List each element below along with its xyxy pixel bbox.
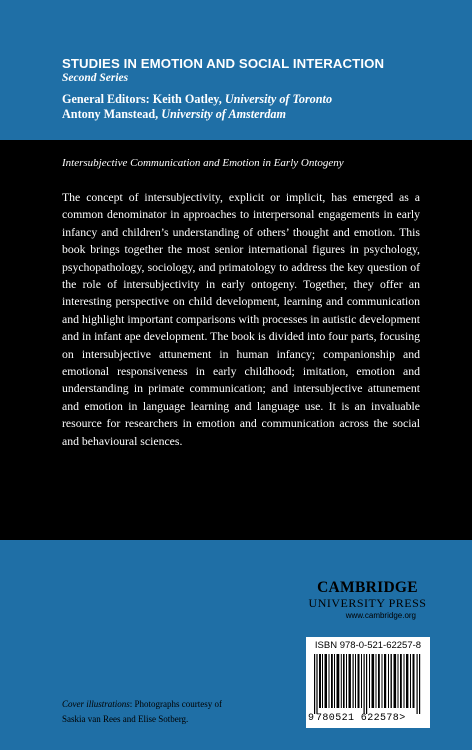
credits-label: Cover illustrations xyxy=(62,699,130,709)
barcode-number xyxy=(316,713,406,724)
isbn-barcode-box xyxy=(306,637,430,728)
series-title: STUDIES IN EMOTION AND SOCIAL INTERACTION xyxy=(62,56,385,71)
editor2-name: Antony Manstead, xyxy=(62,106,162,121)
editor1-affiliation: University of Toronto xyxy=(224,92,333,106)
credits-text-2: Saskia van Rees and Elise Sotberg. xyxy=(62,714,189,724)
barcode-main-digits: 780521 622578 xyxy=(316,713,400,724)
book-title: Intersubjective Communication and Emotion in Early Ontogeny xyxy=(62,157,344,169)
series-info xyxy=(62,56,384,121)
series-subtitle: Second Series xyxy=(62,72,129,84)
publisher-logo xyxy=(305,580,430,621)
publisher-press: UNIVERSITY PRESS xyxy=(308,596,427,610)
editor-line-2 xyxy=(62,107,384,122)
general-editors xyxy=(62,92,384,121)
credits-line-1 xyxy=(62,697,222,712)
editor2-affiliation: University of Amsterdam xyxy=(161,106,287,121)
barcode-image xyxy=(314,654,422,714)
barcode-end-mark: > xyxy=(399,713,406,724)
editor-line-1 xyxy=(62,92,384,107)
publisher-url: www.cambridge.org xyxy=(345,611,416,620)
barcode-first-digit: 9 xyxy=(308,713,315,724)
publisher-name: CAMBRIDGE xyxy=(317,579,418,596)
book-blurb: The concept of intersubjectivity, explicit or implicit, has emerged as a common denominator in approaches to interpersonal engagements in early infancy and children’s understanding of others’ thought and emotion. This book brings together the most senior international figures in psychology, psychopathology, sociology, and primatology to address the key question of the role of intersubjectivity in early ontogeny. Together, they offer an interesting perspective on child development, learning and communication and highlight important comparisons with processes in autistic development and in infant ape development. The book is divided into four parts, focusing on intersubjective attunement in human infancy; companionship and emotional responsiveness in early childhood; imitation, emotion and understanding in primate communication; and intersubjective attunement and emotion in language learning and language use. It is an invaluable resource for researchers in emotion and communication across the social and behavioural sciences. xyxy=(62,191,420,448)
credits-text-1: : Photographs courtesy of xyxy=(129,699,223,709)
cover-credits xyxy=(62,697,222,727)
editors-label: General Editors: Keith Oatley, xyxy=(62,92,225,106)
isbn-label: ISBN 978-0-521-62257-8 xyxy=(314,640,422,651)
